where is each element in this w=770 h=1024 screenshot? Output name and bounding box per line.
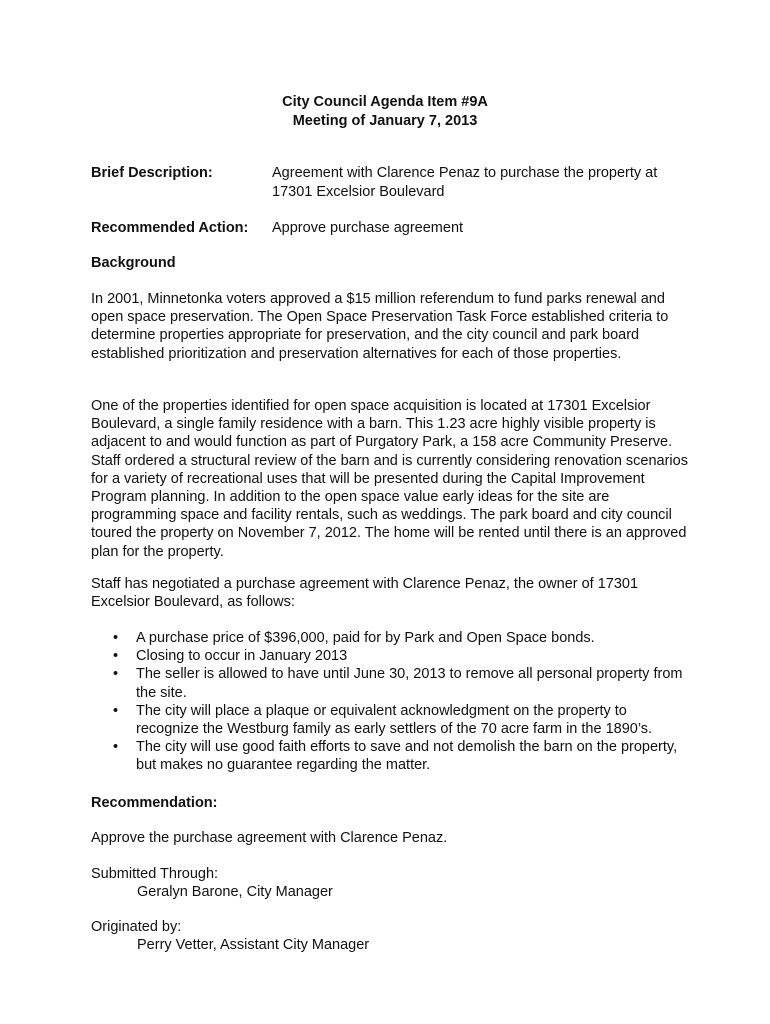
purchase-terms-list bbox=[91, 629, 691, 775]
list-item bbox=[91, 665, 691, 701]
originated-by-label: Originated by: bbox=[91, 919, 182, 935]
list-item bbox=[91, 647, 691, 665]
bullet-icon: • bbox=[113, 739, 119, 756]
list-item bbox=[91, 738, 691, 774]
list-item bbox=[91, 629, 691, 647]
brief-description-value: Agreement with Clarence Penaz to purchase the property at 17301 Excelsior Boulevard bbox=[272, 165, 658, 200]
term-text: Closing to occur in January 2013 bbox=[136, 648, 348, 665]
submitted-through-name: Geralyn Barone, City Manager bbox=[137, 884, 333, 900]
recommended-action-value: Approve purchase agreement bbox=[272, 220, 464, 236]
originated-by-name: Perry Vetter, Assistant City Manager bbox=[137, 937, 370, 953]
term-text: The city will place a plaque or equivalent acknowledgment on the property to recognize the Westburg family as early settlers of the 70 acre farm in the 1890’s. bbox=[136, 702, 653, 738]
bullet-icon: • bbox=[113, 648, 119, 665]
term-text: The seller is allowed to have until June 30, 2013 to remove all personal property from the site. bbox=[136, 666, 683, 701]
background-heading: Background bbox=[91, 255, 176, 271]
brief-description-label: Brief Description: bbox=[91, 165, 213, 181]
meeting-date: Meeting of January 7, 2013 bbox=[292, 113, 478, 129]
list-item bbox=[91, 702, 691, 738]
agenda-item-title: City Council Agenda Item #9A bbox=[282, 94, 488, 110]
recommendation-heading: Recommendation: bbox=[91, 795, 218, 811]
submitted-through-label: Submitted Through: bbox=[91, 866, 219, 882]
bullet-icon: • bbox=[113, 666, 119, 683]
bullet-icon: • bbox=[113, 630, 119, 646]
recommended-action-label: Recommended Action: bbox=[91, 220, 249, 236]
title-block bbox=[0, 93, 770, 131]
recommended-action-field bbox=[91, 219, 701, 239]
recommendation-text: Approve the purchase agreement with Clarence Penaz. bbox=[91, 830, 448, 846]
background-paragraph-1: In 2001, Minnetonka voters approved a $15 million referendum to fund parks renewal and open space preservation. The Open Space Preservation Task Force established criteria to determine properties appropriate for preservation, and the city council and park board established prioritization and preservation alternatives for each of those properties. bbox=[91, 291, 669, 362]
brief-description-field bbox=[91, 164, 701, 204]
background-paragraph-3: Staff has negotiated a purchase agreement with Clarence Penaz, the owner of 17301 Excelsior Boulevard, as follows: bbox=[91, 576, 639, 611]
term-text: The city will use good faith efforts to save and not demolish the barn on the property, but makes no guarantee regarding the matter. bbox=[136, 739, 678, 774]
bullet-icon: • bbox=[113, 702, 119, 719]
term-text: A purchase price of $396,000, paid for by Park and Open Space bonds. bbox=[136, 630, 595, 646]
background-paragraph-2: One of the properties identified for open space acquisition is located at 17301 Excelsior Boulevard, a single family residence with a barn. This 1.23 acre highly visible property is adjacent to and would function as part of Purgatory Park, a 158 acre Community Preserve. Staff ordered a structural review of the barn and is currently considering renovation scenarios for a variety of recreational uses that will be presented during the Capital Improvement Program planning. In addition to the open space value early ideas for the site are programming space and facility rentals, such as weddings. The park board and city council toured the property on November 7, 2012. The home will be rented until there is an approved plan for the property. bbox=[91, 398, 688, 560]
